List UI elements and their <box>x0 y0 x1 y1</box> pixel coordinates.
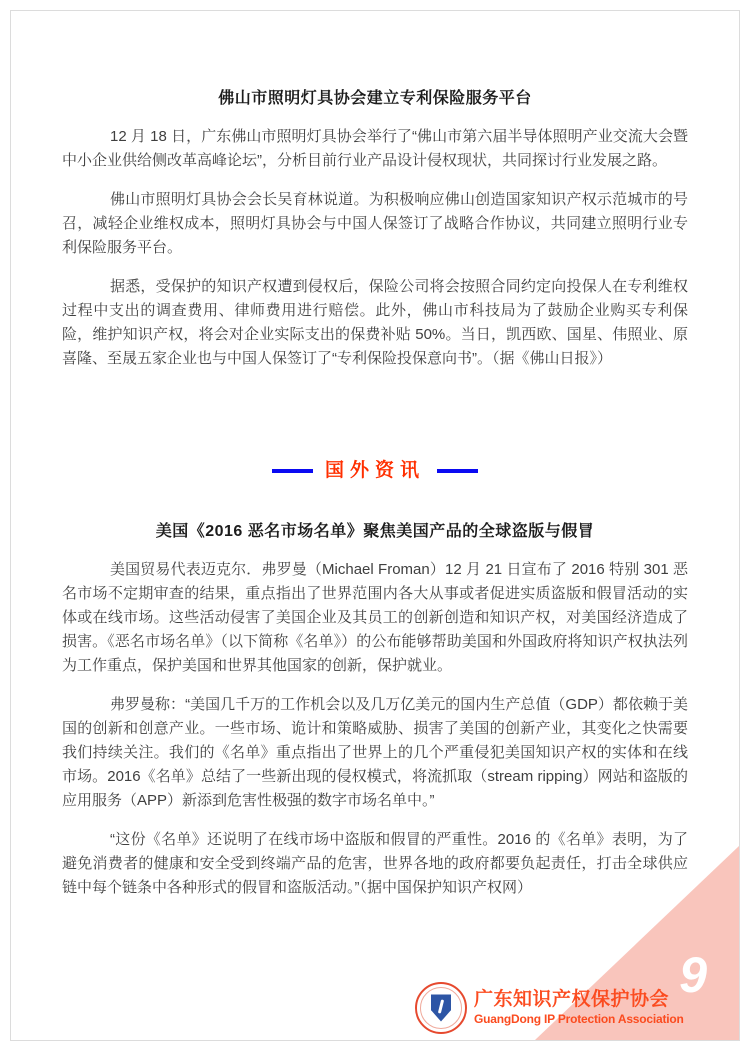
logo-shield-mark <box>438 999 444 1013</box>
org-names <box>474 989 684 1027</box>
article2-paragraph-2: 弗罗曼称：“美国几千万的工作机会以及几万亿美元的国内生产总值（GDP）都依赖于美国的创新和创意产业。一些市场、诡计和策略威胁、损害了美国的创新产业，其变化之快需要我们持续关注。我们的《名单》重点指出了世界上的几个严重侵犯美国知识产权的实体和在线市场。2016《名单》总结了一些新出现的侵权模式，将流抓取（stream ripping）网站和盗版的应用服务（APP）新添到危害性极强的数字市场名单中。” <box>62 696 688 809</box>
footer-brand <box>415 982 684 1034</box>
org-name-en: GuangDong IP Protection Association <box>474 1012 684 1027</box>
section-divider <box>11 459 739 483</box>
article2-title: 美国《2016 恶名市场名单》聚焦美国产品的全球盗版与假冒 <box>155 523 595 540</box>
page-number: 9 <box>679 947 707 1003</box>
divider-line-left <box>272 469 313 473</box>
article1-paragraph-3: 据悉，受保护的知识产权遭到侵权后，保险公司将会按照合同约定向投保人在专利维权过程中支出的调查费用、律师费用进行赔偿。此外，佛山市科技局为了鼓励企业购买专利保险，维护知识产权，将会对企业实际支出的保费补贴 50%。当日，凯西欧、国星、伟照业、原喜隆、至晟五家企业也与中国人保签订了“专利保险投保意向书”。（据《佛山日报》） <box>62 278 688 367</box>
association-logo-icon <box>415 982 467 1034</box>
org-name-zh: 广东知识产权保护协会 <box>474 989 670 1011</box>
article1-title: 佛山市照明灯具协会建立专利保险服务平台 <box>218 90 532 107</box>
document-page <box>10 10 740 1041</box>
article2-paragraph-3: “这份《名单》还说明了在线市场中盗版和假冒的严重性。2016 的《名单》表明，为了避免消费者的健康和安全受到终端产品的危害，世界各地的政府都要负起责任，打击全球供应链中每个链条中各种形式的假冒和盗版活动。”（据中国保护知识产权网） <box>62 831 688 896</box>
article2-paragraph-1: 美国贸易代表迈克尔．弗罗曼（Michael Froman）12 月 21 日宣布了 2016 特别 301 恶名市场不定期审查的结果，重点指出了世界范围内各大从事或者促进实质盗版和假冒活动的实体或在线市场。这些活动侵害了美国企业及其员工的创新创造和知识产权，对美国经济造成了损害。《恶名市场名单》（以下简称《名单》）的公布能够帮助美国和外国政府将知识产权执法列为工作重点，保护美国和世界其他国家的创新，保护就业。 <box>62 561 688 674</box>
divider-line-right <box>437 469 478 473</box>
article1-paragraph-2: 佛山市照明灯具协会会长吴育林说道。为积极响应佛山创造国家知识产权示范城市的号召，减轻企业维权成本，照明灯具协会与中国人保签订了战略合作协议，共同建立照明行业专利保险服务平台。 <box>62 191 688 256</box>
article1-paragraph-1: 12 月 18 日，广东佛山市照明灯具协会举行了“佛山市第六届半导体照明产业交流大会暨中小企业供给侧改革高峰论坛”，分析目前行业产品设计侵权现状，共同探讨行业发展之路。 <box>62 128 688 169</box>
divider-label: 国外资讯 <box>324 460 425 481</box>
